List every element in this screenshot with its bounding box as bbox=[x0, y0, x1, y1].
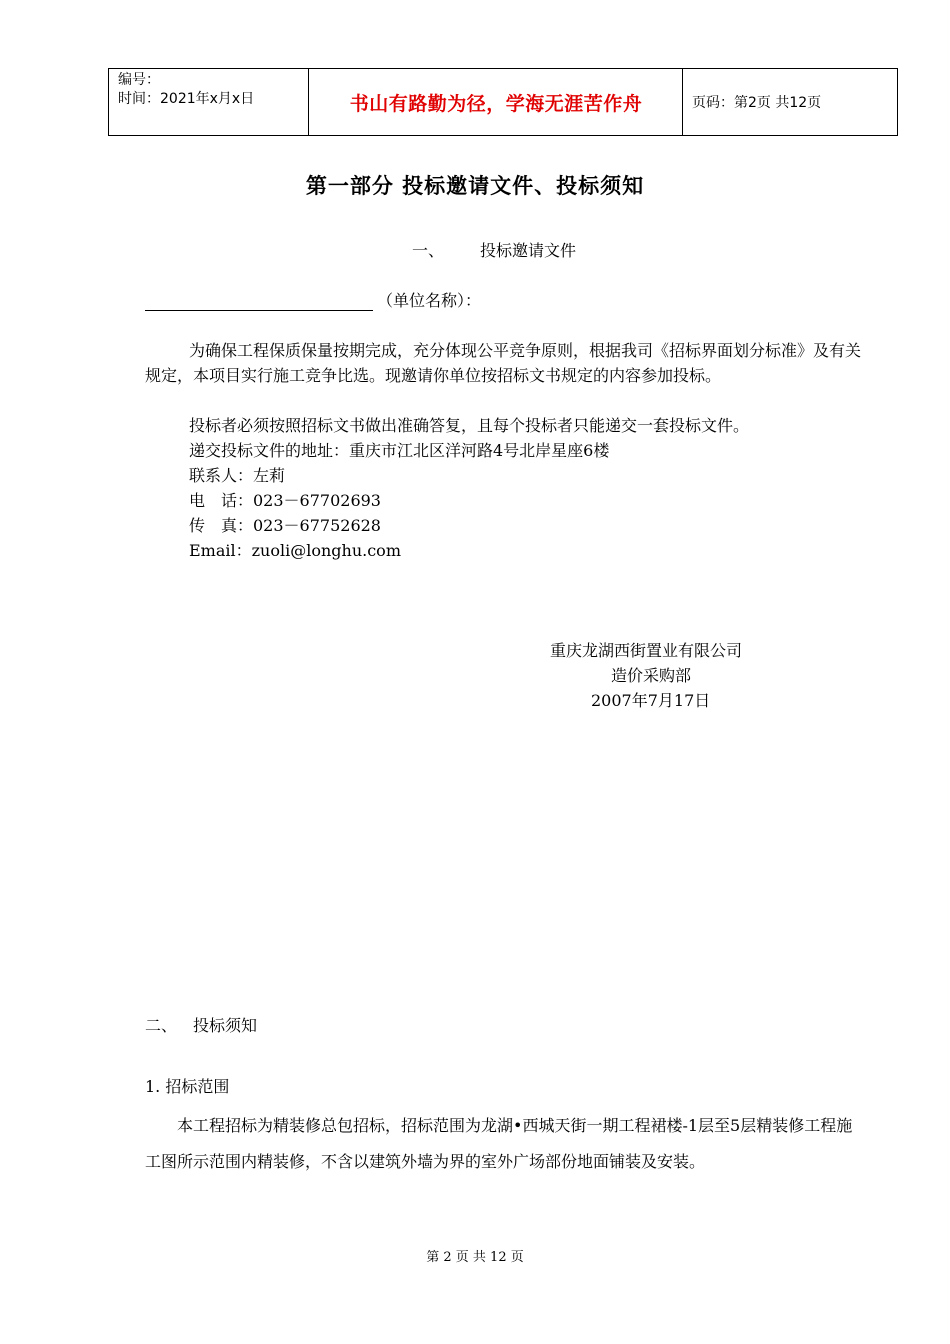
section2-title: 投标须知 bbox=[193, 1016, 258, 1035]
footer-page-number: 第 2 页 共 12 页 bbox=[426, 1250, 524, 1265]
section2-heading bbox=[145, 1013, 257, 1036]
header-meta bbox=[118, 71, 254, 109]
signature-department: 造价采购部 bbox=[611, 666, 692, 685]
serial-label: 编号： bbox=[118, 72, 160, 88]
section1-heading bbox=[412, 238, 576, 261]
section1-number: 一、 bbox=[412, 241, 445, 260]
address-line: 递交投标文件的地址：重庆市江北区洋河路4号北岸星座6楼 bbox=[189, 441, 610, 460]
header-border-left bbox=[108, 69, 109, 135]
invitation-paragraph: 为确保工程保质保量按期完成，充分体现公平竞争原则，根据我司《招标界面划分标准》及有关规定，本项目实行施工竞争比选。现邀请你单位按招标文书规定的内容参加投标。 bbox=[145, 341, 862, 385]
header-divider-1 bbox=[308, 69, 309, 135]
page-title: 第一部分 投标邀请文件、投标须知 bbox=[305, 174, 645, 198]
section1-title: 投标邀请文件 bbox=[480, 241, 577, 260]
header-table bbox=[108, 68, 898, 136]
time-label: 时间：2021年x月x日 bbox=[118, 91, 255, 107]
signature-date: 2007年7月17日 bbox=[591, 691, 711, 710]
unit-name-line bbox=[145, 288, 481, 311]
header-border-right bbox=[897, 69, 898, 135]
section2-number: 二、 bbox=[145, 1016, 178, 1035]
unit-name-blank bbox=[145, 292, 373, 311]
requirement-line: 投标者必须按照招标文书做出准确答复，且每个投标者只能递交一套投标文件。 bbox=[189, 416, 750, 435]
email-line: Email：zuoli@longhu.com bbox=[189, 541, 401, 560]
signature-company: 重庆龙湖西街置业有限公司 bbox=[550, 641, 743, 660]
contact-line: 联系人：左莉 bbox=[189, 466, 286, 485]
header-page-code: 页码：第2页 共12页 bbox=[692, 95, 822, 111]
fax-line: 传 真：023－67752628 bbox=[189, 516, 381, 535]
item1-body: 本工程招标为精装修总包招标，招标范围为龙湖•西城天街一期工程裙楼-1层至5层精装修工程施工图所示范围内精装修，不含以建筑外墙为界的室外广场部份地面铺装及安装。 bbox=[145, 1116, 853, 1171]
unit-name-label: （单位名称）： bbox=[377, 291, 482, 310]
phone-line: 电 话：023－67702693 bbox=[189, 491, 381, 510]
header-divider-2 bbox=[682, 69, 683, 135]
item1-heading: 1. 招标范围 bbox=[145, 1077, 230, 1096]
header-motto: 书山有路勤为径，学海无涯苦作舟 bbox=[349, 92, 643, 115]
